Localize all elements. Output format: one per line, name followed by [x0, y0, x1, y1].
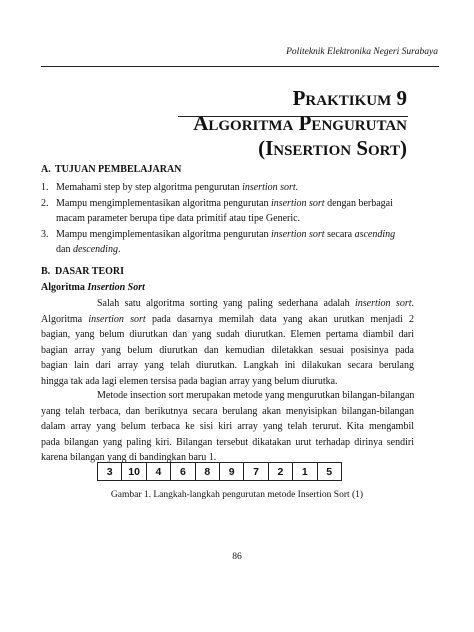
figure-caption: Gambar 1. Langkah-langkah pengurutan metode Insertion Sort (1) [110, 490, 364, 500]
section-a-title: TUJUAN PEMBELAJARAN [55, 164, 182, 175]
array-cell: 7 [244, 463, 268, 480]
page-number: 86 [232, 552, 242, 562]
list-text: Mampu mengimplementasikan algoritma pengurutan insertion sort dengan berbagai macam parameter berupa tipe data primitif atau tipe Generic. [56, 197, 393, 224]
array-cell: 3 [98, 463, 122, 480]
section-b-letter: B. [41, 266, 51, 277]
title-line-1: Praktikum 9 [292, 86, 407, 110]
array-cell: 8 [196, 463, 220, 480]
title-line-2: Algoritma Pengurutan [193, 111, 407, 135]
section-b-heading [41, 266, 124, 277]
list-number: 1. [41, 182, 49, 193]
title-line-3: (Insertion Sort) [258, 136, 407, 160]
list-text: Mampu mengimplementasikan algoritma pengurutan insertion sort secara ascending dan descending. [56, 228, 396, 255]
title-rule [178, 116, 408, 117]
array-cell: 2 [269, 463, 293, 480]
chapter-title [0, 86, 407, 161]
header-rule [41, 66, 439, 67]
array-cell: 10 [122, 463, 146, 480]
array-cell: 4 [147, 463, 171, 480]
array-cell: 9 [220, 463, 244, 480]
subheading: Algoritma Insertion Sort [41, 282, 145, 293]
list-text: Memahami step by step algoritma pengurutan insertion sort. [56, 182, 299, 193]
array-cell: 1 [293, 463, 317, 480]
array-cell: 6 [171, 463, 195, 480]
section-a-heading [41, 164, 181, 175]
paragraph-2: Metode insection sort merupakan metode yang mengurutkan bilangan-bilangan yang telah terbaca, dan berikutnya secara berulang akan menyisipkan bilangan-bilangan dalam array yang belum terbaca ke sisi kiri array yang telah terurut. Kita mengambil pada bilangan yang paling kiri. Bilangan tersebut dikatakan urut terhadap dirinya sendiri karena bilangan yang di bandingkan baru 1. [41, 390, 415, 464]
list-number: 3. [41, 228, 49, 240]
paragraph-1: Salah satu algoritma sorting yang paling sederhana adalah insertion sort. Algoritma insertion sort pada dasarnya memilah data yang akan urutkan menjadi 2 bagian, yang belum diurutkan dan yang sudah diurutkan. Elemen pertama diambil dari bagian array yang belum diurutkan dan kemudian diletakkan sesuai posisinya pada bagian lain dari array yang telah diurutkan. Langkah ini dilakukan secara berulang hingga tak ada lagi elemen tersisa pada bagian array yang belum diurutka. [41, 298, 414, 387]
section-b-title: DASAR TEORI [55, 266, 124, 277]
running-header: Politeknik Elektronika Negeri Surabaya [286, 47, 438, 57]
section-a-letter: A. [41, 164, 51, 175]
array-cell: 5 [326, 465, 333, 478]
array-figure [97, 462, 342, 481]
list-number: 2. [41, 197, 49, 209]
